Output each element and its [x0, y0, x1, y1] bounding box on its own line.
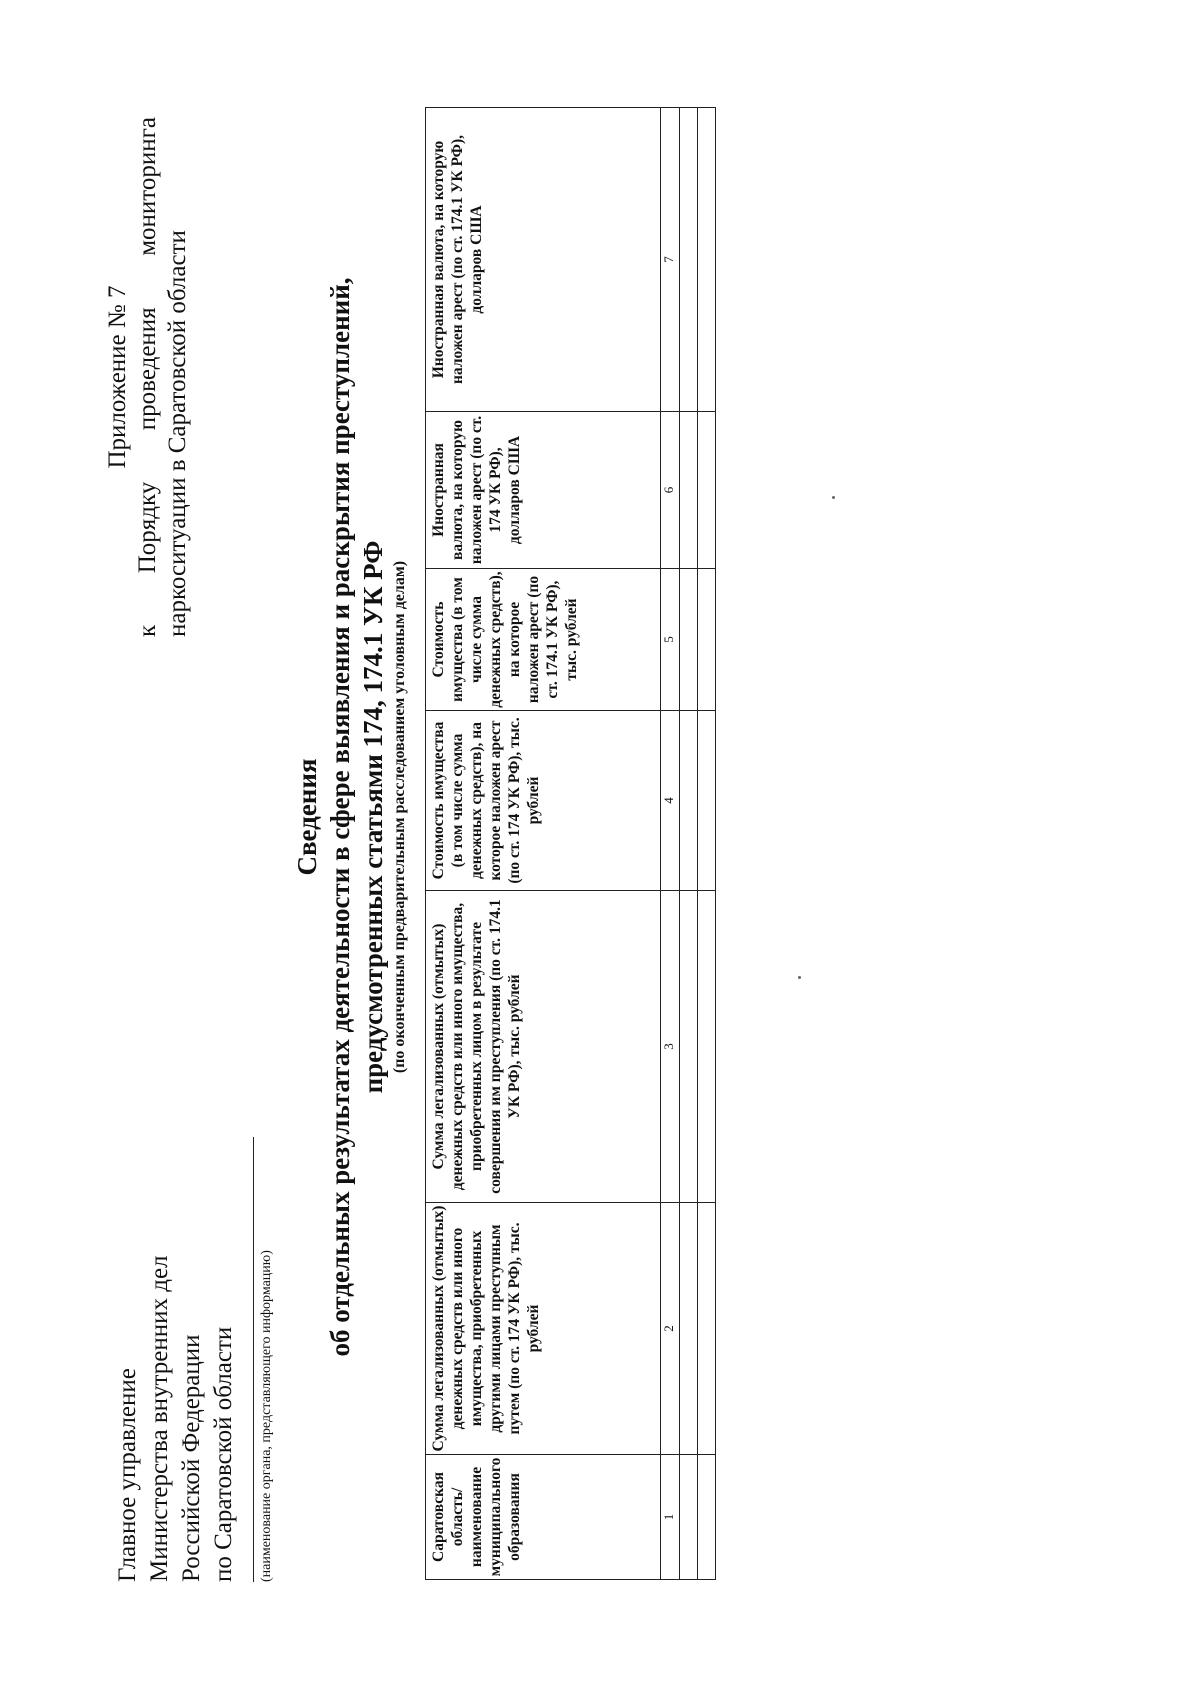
table-cell	[698, 412, 716, 569]
column-number: 4	[661, 711, 680, 891]
table-cell	[680, 891, 698, 1203]
org-line: Главное управление	[114, 1368, 141, 1582]
org-line: по Саратовской области	[210, 1326, 237, 1582]
appendix-line: наркоситуации в Саратовской области	[164, 230, 191, 637]
title-line: об отдельных результатах деятельности в сфере выявления и раскрытия преступлений,	[325, 277, 355, 1357]
table-row	[698, 108, 716, 1580]
table-cell	[698, 711, 716, 891]
column-header: Иностранная валюта, на которую наложен арест (по ст. 174 УК РФ), долларов США	[426, 412, 661, 569]
reporting-organization	[112, 982, 240, 1582]
table-row	[680, 108, 698, 1580]
column-number: 3	[661, 891, 680, 1203]
column-header: Иностранная валюта, на которую наложен арест (по ст. 174.1 УК РФ), долларов США	[426, 108, 661, 412]
table-cell	[698, 1203, 716, 1455]
scan-speck	[798, 976, 801, 979]
column-header: Стоимость имущества (в том числе сумма денежных средств), на которое наложен арест (по ст. 174 УК РФ), тыс. рублей	[426, 711, 661, 891]
table-cell	[680, 1455, 698, 1580]
document-title	[290, 167, 410, 1467]
org-underline	[253, 1137, 254, 1582]
column-number: 5	[661, 569, 680, 711]
title-line: предусмотренных статьями 174, 174.1 УК РФ	[358, 540, 388, 1094]
table-cell	[680, 569, 698, 711]
table-cell	[698, 1455, 716, 1580]
column-header: Сумма легализованных (отмытых) денежных средств или иного имущества, приобретенных другими лицами преступным путем (по ст. 174 УК РФ), тыс. рублей	[426, 1203, 661, 1455]
table-cell	[680, 412, 698, 569]
table-cell	[698, 569, 716, 711]
table-cell	[680, 711, 698, 891]
column-number-row	[661, 108, 680, 1580]
title-note: (по оконченным предварительным расследованием уголовным делам)	[391, 560, 408, 1074]
appendix-line: к Порядку проведения мониторинга	[134, 117, 161, 637]
org-caption: (наименование органа, представляющего информацию)	[259, 1250, 274, 1582]
column-header: Стоимость имущества (в том числе сумма денежных средств), на которое наложен арест (по ст. 174.1 УК РФ), тыс. рублей	[426, 569, 661, 711]
column-header: Саратовская область/ наименование муниципального образования	[426, 1455, 661, 1580]
scan-speck	[832, 496, 835, 499]
table-cell	[680, 1203, 698, 1455]
appendix-number: Приложение № 7	[104, 285, 131, 469]
org-line: Российской Федерации	[178, 1334, 205, 1582]
appendix-reference	[103, 117, 193, 637]
table-cell	[680, 108, 698, 412]
column-number: 7	[661, 108, 680, 412]
org-line: Министерства внутренних дел	[146, 1255, 173, 1582]
column-number: 2	[661, 1203, 680, 1455]
table-cell	[698, 108, 716, 412]
table-cell	[698, 891, 716, 1203]
title-heading: Сведения	[292, 758, 322, 876]
column-number: 1	[661, 1455, 680, 1580]
column-header: Сумма легализованных (отмытых) денежных средств или иного имущества, приобретенных лицом в результате совершения им преступления (по ст. 174.1 УК РФ), тыс. рублей	[426, 891, 661, 1203]
report-table	[425, 107, 716, 1580]
table-header-row	[426, 108, 661, 1580]
column-number: 6	[661, 412, 680, 569]
